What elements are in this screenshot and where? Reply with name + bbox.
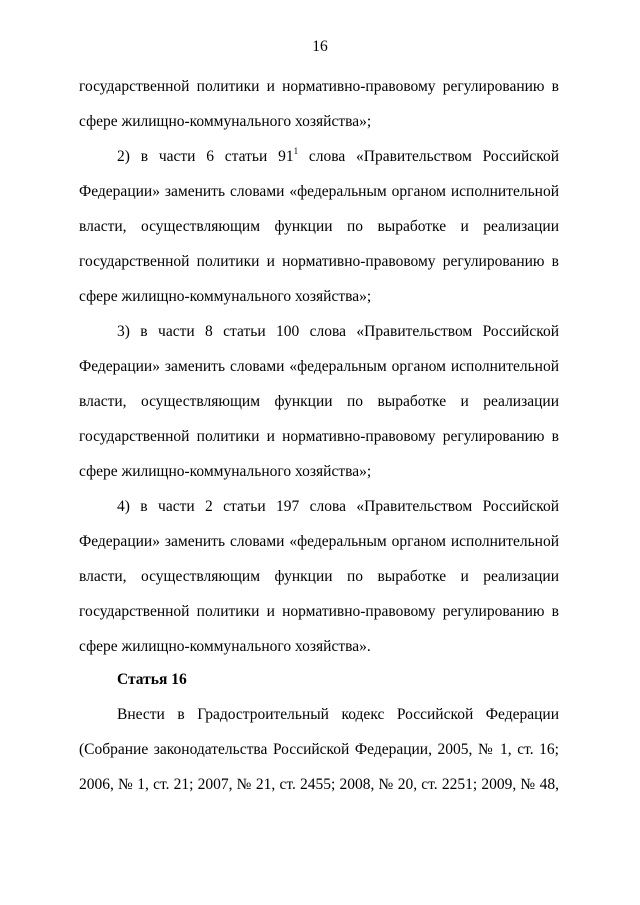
text-line: Федерации» заменить словами «федеральным органом исполнительной bbox=[79, 183, 559, 200]
text-line: власти, осуществляющим функции по выработке и реализации bbox=[79, 393, 559, 410]
list-item-2-first-line bbox=[117, 147, 559, 167]
text-line: сфере жилищно-коммунального хозяйства»; bbox=[79, 113, 372, 130]
text-line: государственной политики и нормативно-правовому регулированию в bbox=[79, 428, 559, 445]
text-line: власти, осуществляющим функции по выработке и реализации bbox=[79, 568, 559, 585]
text-line: сфере жилищно-коммунального хозяйства». bbox=[79, 638, 371, 655]
text-line: Федерации» заменить словами «федеральным органом исполнительной bbox=[79, 358, 559, 375]
list-item-2-text: 2) в части 6 статьи 91 bbox=[117, 148, 294, 165]
text-line: (Собрание законодательства Российской Федерации, 2005, № 1, ст. 16; bbox=[79, 741, 559, 758]
list-item-3-first-line: 3) в части 8 статьи 100 слова «Правительством Российской bbox=[117, 323, 559, 340]
text-line: Внести в Градостроительный кодекс Российской Федерации bbox=[117, 706, 559, 723]
page-number: 16 bbox=[312, 38, 328, 55]
article-heading: Статья 16 bbox=[117, 671, 187, 688]
text-line: государственной политики и нормативно-правовому регулированию в bbox=[79, 253, 559, 270]
text-line: Федерации» заменить словами «федеральным органом исполнительной bbox=[79, 533, 559, 550]
text-line: 2006, № 1, ст. 21; 2007, № 21, ст. 2455; 2008, № 20, ст. 2251; 2009, № 48, bbox=[79, 776, 559, 793]
text-line: государственной политики и нормативно-правовому регулированию в bbox=[79, 78, 559, 95]
text-line: сфере жилищно-коммунального хозяйства»; bbox=[79, 288, 372, 305]
list-item-2-text-cont: слова «Правительством Российской bbox=[298, 148, 559, 165]
text-line: власти, осуществляющим функции по выработке и реализации bbox=[79, 218, 559, 235]
text-line: государственной политики и нормативно-правовому регулированию в bbox=[79, 603, 559, 620]
superscript: 1 bbox=[293, 146, 299, 156]
text-line: сфере жилищно-коммунального хозяйства»; bbox=[79, 463, 372, 480]
list-item-4-first-line: 4) в части 2 статьи 197 слова «Правительством Российской bbox=[117, 498, 559, 515]
